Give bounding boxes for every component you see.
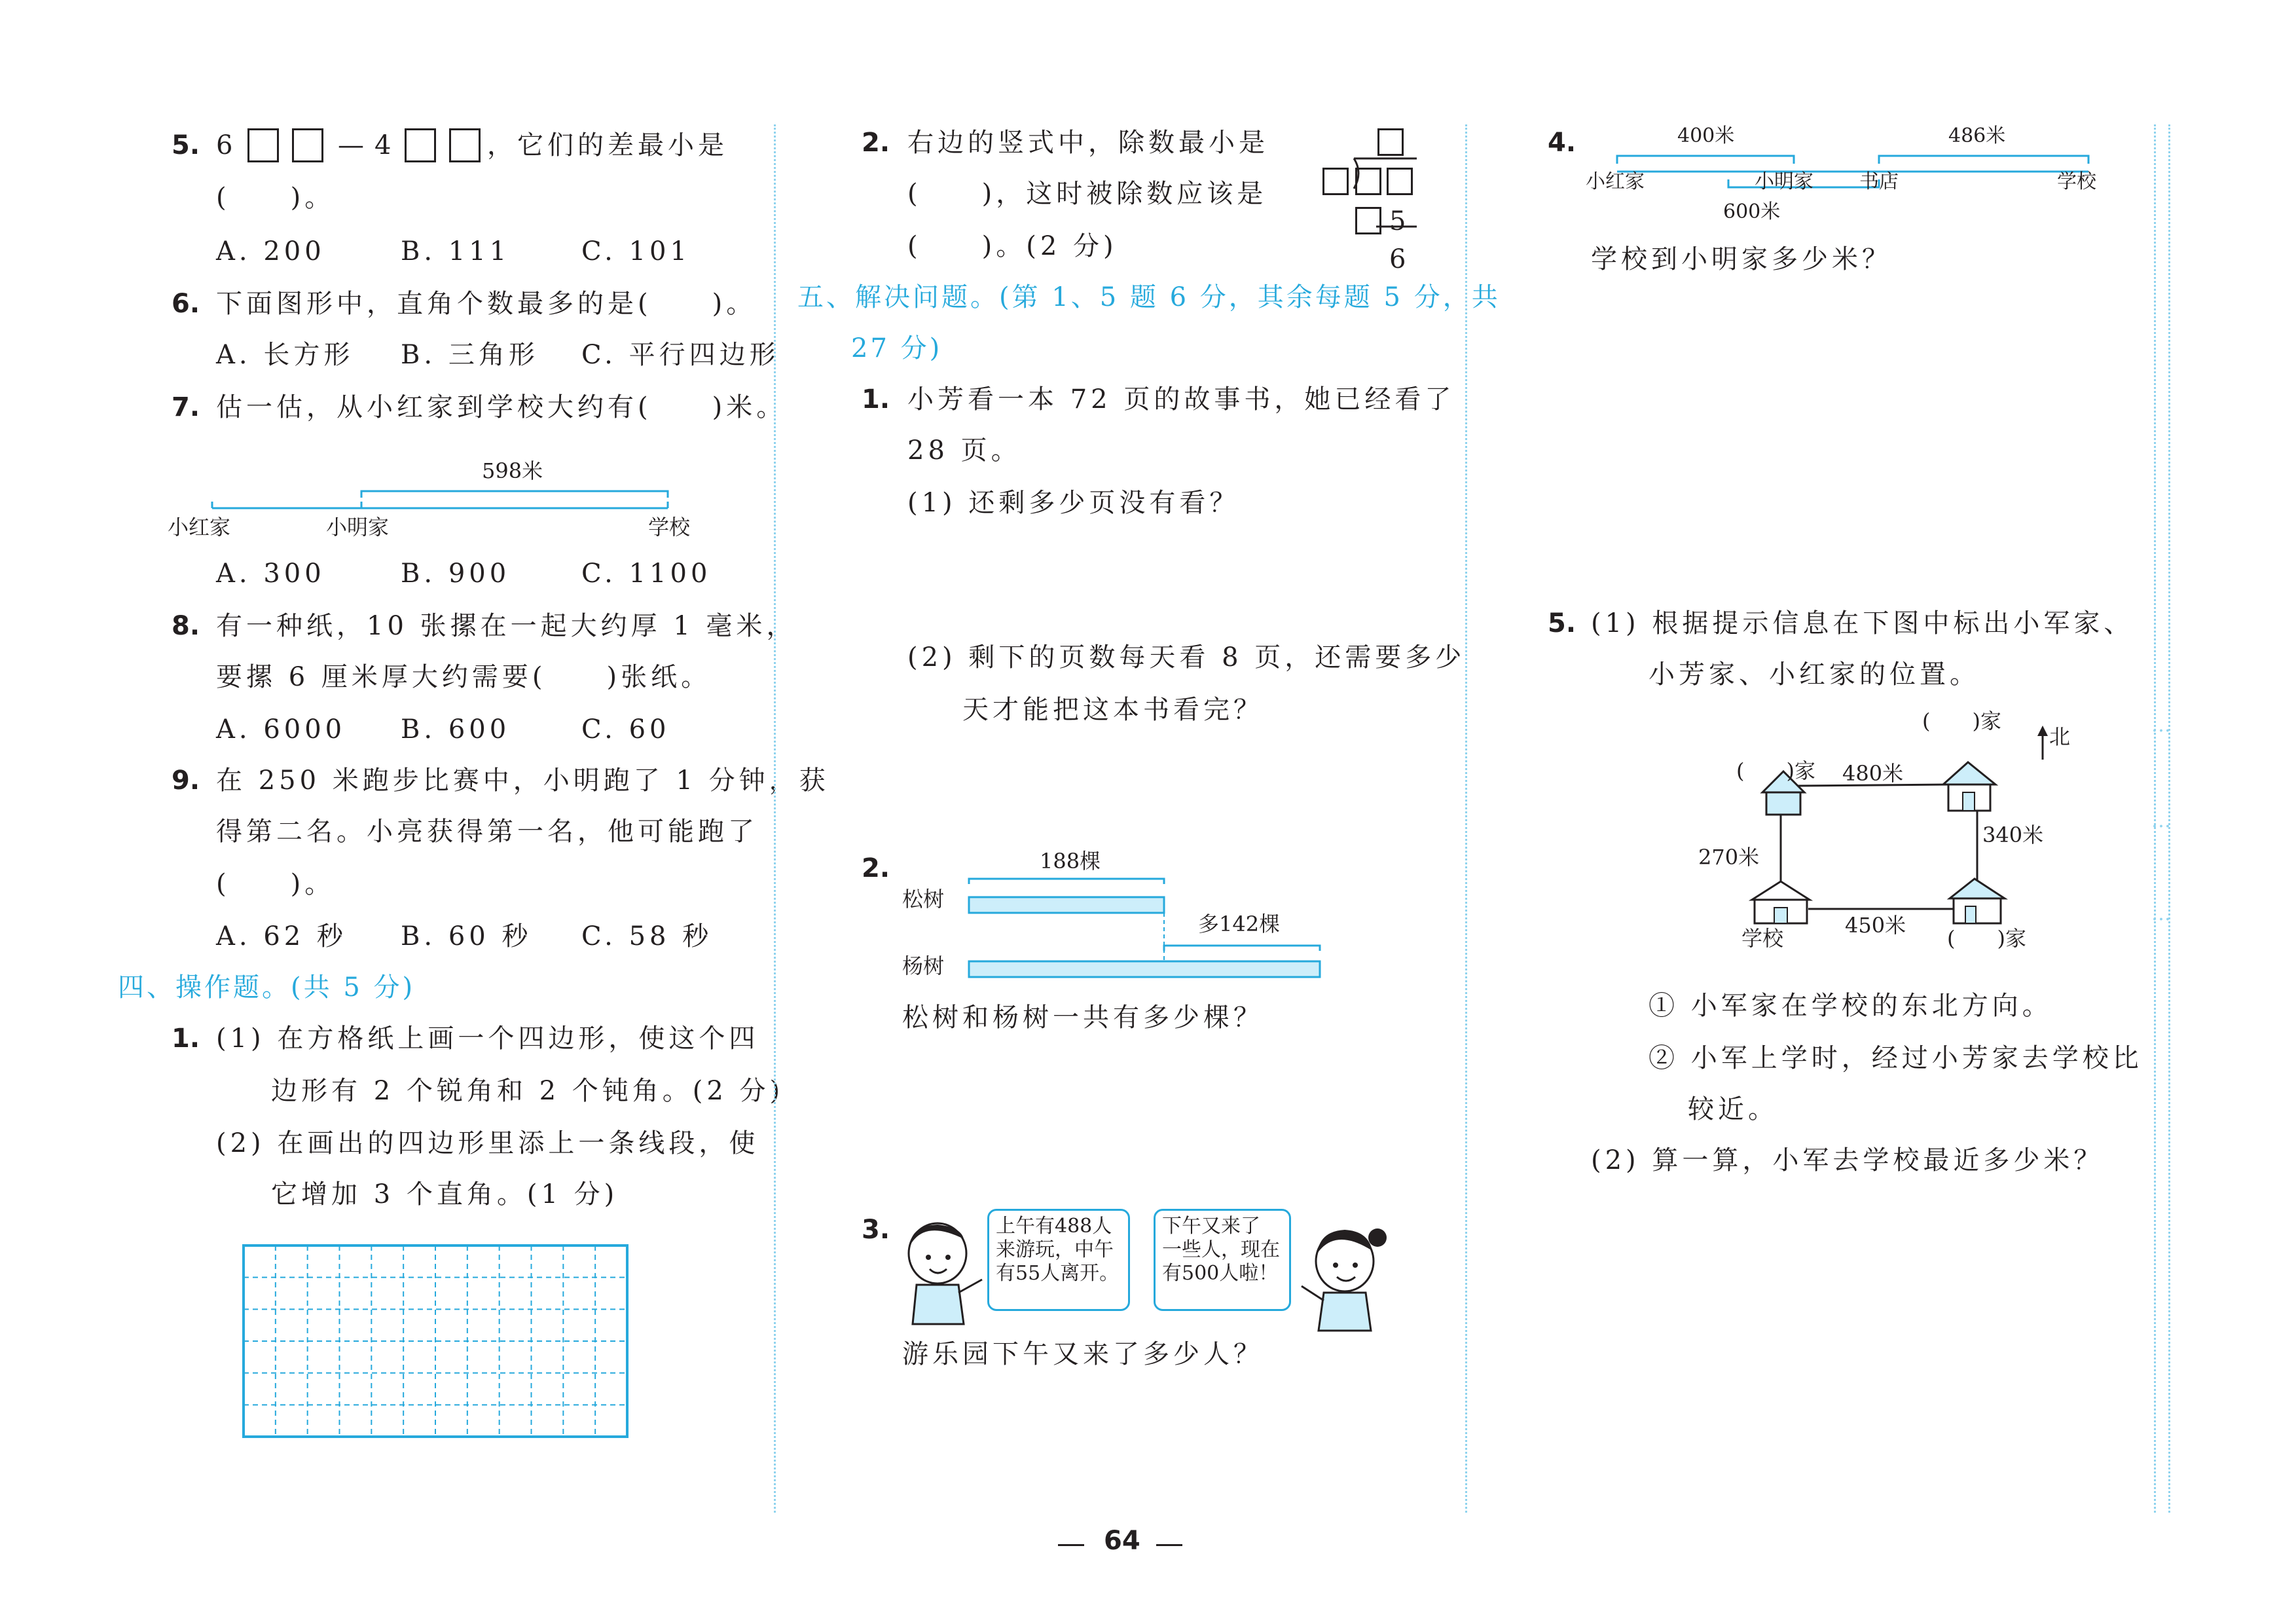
p2-number: 2. bbox=[862, 853, 890, 883]
q6-text: 下面图形中，直角个数最多的是( )。 bbox=[216, 289, 757, 319]
dividend-box-1[interactable] bbox=[1355, 168, 1381, 195]
bubble-boy-line2: 来游玩，中午 bbox=[996, 1238, 1114, 1261]
p4-question: 学校到小明家多少米？ bbox=[1591, 244, 1892, 274]
q5-blank-2[interactable] bbox=[292, 128, 323, 162]
p1-line1: 小芳看一本 72 页的故事书，她已经看了 bbox=[907, 384, 1455, 415]
binding-mark-1: … bbox=[2151, 714, 2171, 737]
pine-bar bbox=[969, 897, 1164, 913]
page-number-dash-left bbox=[1058, 1544, 1084, 1546]
op1-line4: 它增加 3 个直角。(1 分) bbox=[271, 1179, 619, 1209]
bubble-girl-line1: 下午又来了 bbox=[1162, 1215, 1260, 1238]
q8-option-c: C. 60 bbox=[581, 714, 670, 745]
p5-line2: 小芳家、小红家的位置。 bbox=[1649, 659, 1980, 690]
op1-line1: (1) 在方格纸上画一个四边形，使这个四 bbox=[216, 1024, 759, 1054]
page-number-dash-right bbox=[1156, 1544, 1182, 1546]
q5-number: 5. bbox=[172, 130, 200, 160]
dividend-box-2[interactable] bbox=[1387, 168, 1413, 195]
home-label-left[interactable]: ( )家 bbox=[1736, 758, 1815, 783]
quotient-box[interactable] bbox=[1377, 128, 1404, 156]
p5-hint2a: ② 小军上学时，经过小芳家去学校比 bbox=[1649, 1043, 2143, 1073]
section-5-title: 五、解决问题。(第 1、5 题 6 分，其余每题 5 分，共 bbox=[797, 282, 1501, 312]
p4-number: 4. bbox=[1548, 128, 1576, 158]
p1-sub2b: 天才能把这本书看完？ bbox=[962, 695, 1264, 725]
binding-mark-2: … bbox=[2151, 809, 2171, 832]
poplar-bar bbox=[969, 961, 1320, 977]
op1-line3: (2) 在画出的四边形里添上一条线段，使 bbox=[216, 1128, 759, 1158]
q5-digit-a: 6 bbox=[216, 130, 237, 160]
p3-question: 游乐园下午又来了多少人？ bbox=[902, 1339, 1264, 1369]
q9-option-c: C. 58 秒 bbox=[581, 921, 713, 951]
grid-paper[interactable] bbox=[242, 1244, 629, 1438]
p4-place-bookstore: 书店 bbox=[1859, 170, 1899, 193]
q6-option-a: A. 长方形 bbox=[216, 340, 354, 370]
q7-option-b: B. 900 bbox=[401, 559, 511, 589]
column-separator-2 bbox=[1465, 124, 1467, 1513]
q8-line1: 有一种纸，10 张摞在一起大约厚 1 毫米， bbox=[216, 611, 797, 641]
p4-place-xiaohong: 小红家 bbox=[1586, 170, 1645, 193]
q7-line-diagram bbox=[196, 458, 694, 517]
q7-segment-label: 598米 bbox=[482, 458, 543, 483]
q5-digit-b: 4 bbox=[374, 130, 395, 160]
bubble-girl-line2: 一些人，现在 bbox=[1162, 1238, 1280, 1261]
q7-number: 7. bbox=[172, 392, 200, 422]
p1-sub2a: (2) 剩下的页数每天看 8 页，还需要多少 bbox=[907, 642, 1466, 673]
q9-line2: 得第二名。小亮获得第一名，他可能跑了 bbox=[216, 817, 758, 847]
q6-option-b: B. 三角形 bbox=[401, 340, 539, 370]
p1-line2: 28 页。 bbox=[907, 435, 1021, 466]
q5-text: ，它们的差最小是 bbox=[487, 130, 728, 160]
q5-blank-4[interactable] bbox=[449, 128, 481, 162]
q5-minus: — bbox=[338, 130, 368, 160]
home-label-top[interactable]: ( )家 bbox=[1922, 709, 2001, 733]
q8-line2: 要摞 6 厘米厚大约需要( )张纸。 bbox=[216, 662, 712, 692]
m-q2-line1: 右边的竖式中，除数最小是 bbox=[907, 128, 1269, 158]
school-label: 学校 bbox=[1741, 926, 1784, 951]
bubble-boy-line1: 上午有488人 bbox=[996, 1215, 1112, 1238]
q7-place-school: 学校 bbox=[648, 515, 691, 540]
p5-hint2b: 较近。 bbox=[1688, 1094, 1778, 1124]
m-q2-line3: ( )。(2 分) bbox=[907, 231, 1118, 261]
p5-sub2: (2) 算一算，小军去学校最近多少米？ bbox=[1591, 1145, 2104, 1175]
p4-place-school: 学校 bbox=[2057, 170, 2096, 193]
q7-option-a: A. 300 bbox=[216, 559, 325, 589]
divisor-box[interactable] bbox=[1322, 168, 1349, 195]
school-icon bbox=[1752, 881, 1810, 923]
m-q2-number: 2. bbox=[862, 128, 890, 158]
remainder-digit: 6 bbox=[1389, 244, 1410, 274]
product-digit: 5 bbox=[1389, 206, 1410, 236]
section-5-title-cont: 27 分) bbox=[851, 333, 943, 363]
p4-seg-400: 400米 bbox=[1677, 124, 1735, 147]
q9-number: 9. bbox=[172, 766, 200, 796]
p4-line-diagram bbox=[1611, 144, 2095, 216]
bubble-boy-line3: 有55人离开。 bbox=[996, 1262, 1120, 1285]
bubble-girl-line3: 有500人啦！ bbox=[1162, 1262, 1279, 1285]
q7-place-xiaohong: 小红家 bbox=[168, 515, 231, 540]
q9-option-a: A. 62 秒 bbox=[216, 921, 347, 951]
q5-option-a: A. 200 bbox=[216, 236, 325, 267]
q9-line3: ( )。 bbox=[216, 869, 335, 899]
q8-number: 8. bbox=[172, 611, 200, 641]
column-separator-1 bbox=[774, 124, 776, 1513]
product-box[interactable] bbox=[1355, 207, 1381, 234]
p5-hint1: ① 小军家在学校的东北方向。 bbox=[1649, 991, 2052, 1021]
dist-450: 450米 bbox=[1845, 913, 1906, 938]
p4-place-xiaoming: 小明家 bbox=[1755, 170, 1813, 193]
q5-option-b: B. 111 bbox=[401, 236, 511, 267]
binding-mark-3: … bbox=[2151, 902, 2171, 925]
p5-line1: (1) 根据提示信息在下图中标出小军家、 bbox=[1591, 608, 2134, 638]
q8-option-b: B. 600 bbox=[401, 714, 511, 745]
p4-seg-600: 600米 bbox=[1723, 200, 1781, 223]
q5-blank-3[interactable] bbox=[405, 128, 436, 162]
bubble-boy bbox=[987, 1209, 1130, 1311]
p5-number: 5. bbox=[1548, 608, 1576, 638]
home-label-bottom[interactable]: ( )家 bbox=[1947, 926, 2026, 951]
section-4-title: 四、操作题。(共 5 分) bbox=[118, 972, 416, 1003]
q5-paren: ( )。 bbox=[216, 183, 335, 213]
p2-label-top: 188棵 bbox=[1040, 849, 1101, 874]
girl-figure bbox=[1296, 1225, 1394, 1336]
m-q2-line2: ( )，这时被除数应该是 bbox=[907, 179, 1267, 209]
p2-question: 松树和杨树一共有多少棵？ bbox=[902, 1003, 1264, 1033]
q9-option-b: B. 60 秒 bbox=[401, 921, 532, 951]
q5-blank-1[interactable] bbox=[247, 128, 279, 162]
q6-option-c: C. 平行四边形 bbox=[581, 340, 780, 370]
p1-number: 1. bbox=[862, 384, 890, 415]
house-bottom-icon bbox=[1950, 879, 2005, 923]
p2-label-more: 多142棵 bbox=[1198, 912, 1281, 936]
q5-option-c: C. 101 bbox=[581, 236, 691, 267]
q7-place-xiaoming: 小明家 bbox=[326, 515, 390, 540]
q7-option-c: C. 1100 bbox=[581, 559, 712, 589]
q7-text: 估一估，从小红家到学校大约有( )米。 bbox=[216, 392, 787, 422]
north-label: 北 bbox=[2049, 724, 2071, 749]
q8-option-a: A. 6000 bbox=[216, 714, 346, 745]
p2-tree-pine: 松树 bbox=[902, 887, 945, 912]
boy-figure bbox=[898, 1219, 990, 1331]
q6-number: 6. bbox=[172, 289, 200, 319]
p2-tree-poplar: 杨树 bbox=[902, 953, 945, 978]
p3-number: 3. bbox=[862, 1215, 890, 1245]
dist-480: 480米 bbox=[1842, 761, 1904, 786]
q9-line1: 在 250 米跑步比赛中，小明跑了 1 分钟，获 bbox=[216, 766, 829, 796]
dist-270: 270米 bbox=[1698, 845, 1760, 870]
dist-340: 340米 bbox=[1982, 822, 2044, 847]
p4-seg-486: 486米 bbox=[1948, 124, 2006, 147]
op1-line2: 边形有 2 个锐角和 2 个钝角。(2 分) bbox=[271, 1076, 784, 1106]
bubble-girl bbox=[1154, 1209, 1291, 1311]
page-number: 64 bbox=[1104, 1526, 1140, 1556]
op1-number: 1. bbox=[172, 1024, 200, 1054]
house-top-icon bbox=[1943, 762, 1995, 811]
p1-sub1: (1) 还剩多少页没有看？ bbox=[907, 488, 1240, 518]
